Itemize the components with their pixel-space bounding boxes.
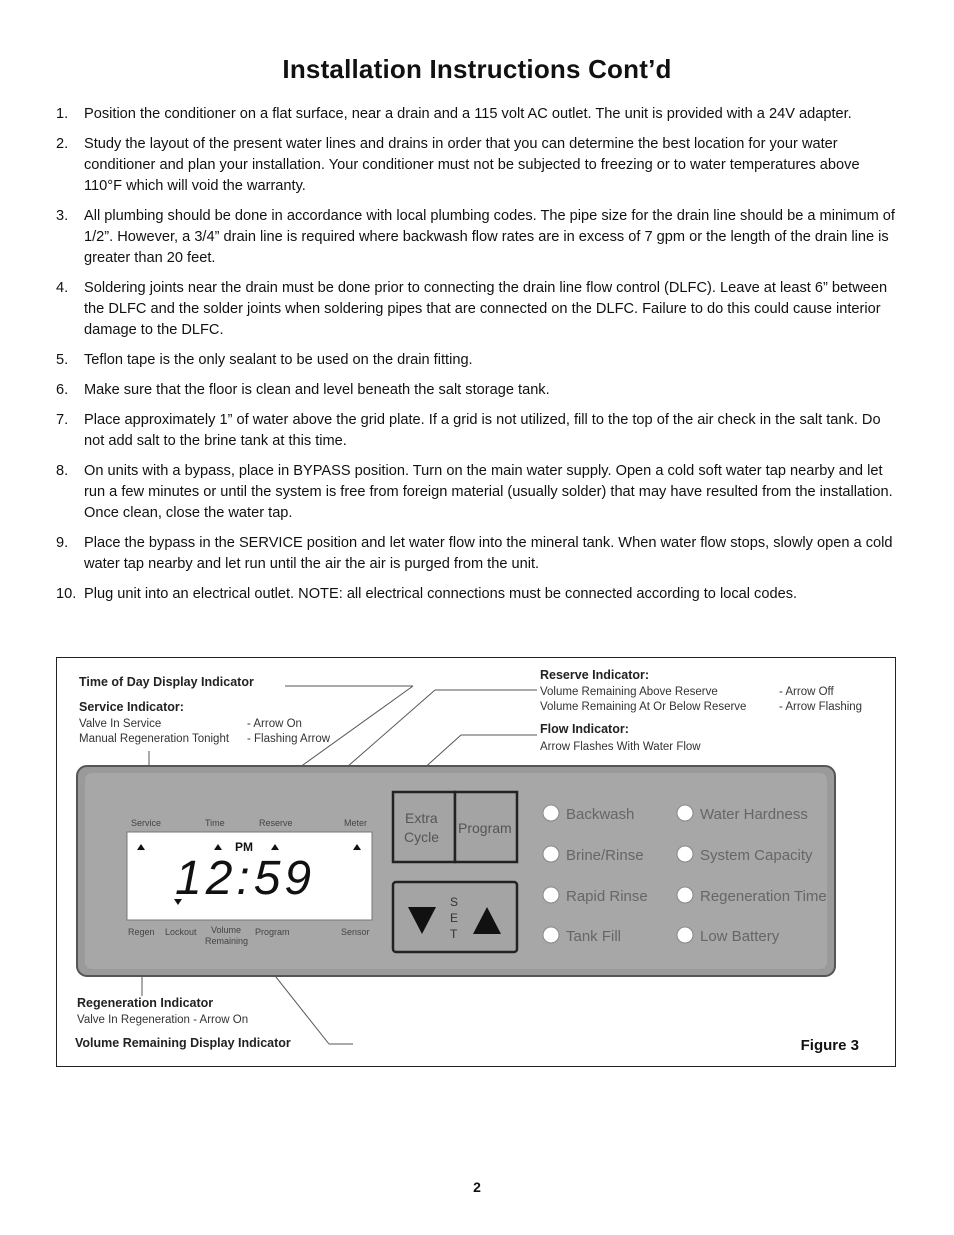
led-tank-fill — [543, 927, 559, 943]
page-number: 2 — [473, 1179, 481, 1195]
figure-caption: Figure 3 — [800, 1037, 859, 1054]
label-program: Program — [255, 927, 290, 937]
led-low-battery — [677, 927, 693, 943]
set-label-s: S — [450, 895, 459, 909]
led-water-hardness — [677, 805, 693, 821]
led-backwash — [543, 805, 559, 821]
label-lockout: Lockout — [165, 927, 197, 937]
list-item: 2. Study the layout of the present water lines and drains in order that you can determine the best location for your water conditioner and plan your installation. Your conditioner must not be subjected to freezing or to water temperatures above 110°F which will void the warranty. — [56, 136, 860, 194]
led-label-tank-fill: Tank Fill — [566, 928, 622, 945]
led-system-capacity — [677, 846, 693, 862]
list-item: 4. Soldering joints near the drain must be done prior to connecting the drain line flow control (DLFC). Leave at least 6” between the DLFC and the solder joints when soldering pipes that are connected on the DLFC. Failure to do this could cause interior damage to the DLFC. — [56, 280, 888, 338]
service-row2-label: Manual Regeneration Tonight — [79, 733, 230, 745]
set-label-e: E — [450, 911, 459, 925]
list-item: 9. Place the bypass in the SERVICE position and let water flow into the mineral tank. When water flow stops, slowly open a cold water tap nearby and let run until the air the air is purged from the unit. — [56, 535, 893, 572]
led-rapid-rinse — [543, 887, 559, 903]
label-meter: Meter — [344, 818, 368, 828]
led-label-backwash: Backwash — [566, 806, 635, 823]
label-volume: Volume — [211, 925, 242, 935]
control-panel-diagram — [57, 658, 895, 1066]
list-item: 3. All plumbing should be done in accordance with local plumbing codes. The pipe size for the drain line should be a minimum of 1/2”. However, a 3/4” drain line is required where backwash flow rates are in excess of 7 gpm or the length of the drain line is greater than 20 feet. — [56, 208, 895, 266]
service-row2-value: - Flashing Arrow — [247, 733, 331, 745]
volume-remaining-title: Volume Remaining Display Indicator — [75, 1036, 291, 1050]
list-item: 10. Plug unit into an electrical outlet. NOTE: all electrical connections must be connected according to local codes. — [56, 586, 798, 602]
flow-indicator-title: Flow Indicator: — [540, 722, 629, 736]
reserve-row2-value: - Arrow Flashing — [779, 701, 863, 713]
reserve-row1-value: - Arrow Off — [779, 686, 834, 698]
figure-3 — [56, 657, 896, 1067]
svg-text:Program: Program — [458, 820, 512, 836]
svg-text:Extra: Extra — [405, 810, 438, 826]
time-readout: 12:59 — [175, 852, 316, 905]
flow-indicator-text: Arrow Flashes With Water Flow — [540, 741, 701, 753]
service-row1-value: - Arrow On — [247, 718, 302, 730]
list-item: 7. Place approximately 1” of water above the grid plate. If a grid is not utilized, fill to the top of the air check in the salt tank. Do not add salt to the brine tank at this time. — [56, 412, 881, 449]
led-label-water-hardness: Water Hardness — [700, 806, 808, 823]
service-indicator-title: Service Indicator: — [79, 700, 184, 714]
regeneration-indicator-text: Valve In Regeneration - Arrow On — [77, 1014, 249, 1026]
label-time: Time — [205, 818, 225, 828]
list-item: 5. Teflon tape is the only sealant to be used on the drain fitting. — [56, 352, 473, 368]
reserve-row2-label: Volume Remaining At Or Below Reserve — [540, 701, 747, 713]
instruction-list — [56, 104, 896, 614]
led-label-rapid-rinse: Rapid Rinse — [566, 888, 648, 905]
list-item: 8. On units with a bypass, place in BYPASS position. Turn on the main water supply. Open a cold soft water tap nearby and let run a few minutes or until the system is free from foreign material (usually solder) that may have resulted from the installation. Once clean, close the water tap. — [56, 463, 893, 521]
reserve-indicator-title: Reserve Indicator: — [540, 668, 650, 682]
ampm-indicator: PM — [235, 840, 253, 854]
list-item: 1. Position the conditioner on a flat surface, near a drain and a 115 volt AC outlet. The unit is provided with a 24V adapter. — [56, 106, 852, 122]
label-sensor: Sensor — [341, 927, 370, 937]
led-label-brine-rinse: Brine/Rinse — [566, 847, 644, 864]
program-button[interactable] — [455, 792, 517, 862]
led-brine-rinse — [543, 846, 559, 862]
set-label-t: T — [450, 927, 458, 941]
led-regeneration-time — [677, 887, 693, 903]
led-label-low-battery: Low Battery — [700, 928, 780, 945]
extra-cycle-button[interactable] — [393, 792, 455, 862]
label-regen: Regen — [128, 927, 155, 937]
service-row1-label: Valve In Service — [79, 718, 162, 730]
regeneration-indicator-title: Regeneration Indicator — [77, 996, 214, 1010]
label-reserve: Reserve — [259, 818, 293, 828]
svg-text:Cycle: Cycle — [404, 829, 440, 845]
label-service: Service — [131, 818, 162, 828]
led-label-system-capacity: System Capacity — [700, 847, 813, 864]
led-label-regeneration-time: Regeneration Time — [700, 888, 827, 905]
time-of-day-label: Time of Day Display Indicator — [79, 675, 254, 689]
page-title: Installation Instructions Cont’d — [282, 54, 672, 84]
list-item: 6. Make sure that the floor is clean and level beneath the salt storage tank. — [56, 382, 550, 398]
label-remaining: Remaining — [205, 936, 249, 946]
reserve-row1-label: Volume Remaining Above Reserve — [540, 686, 718, 698]
